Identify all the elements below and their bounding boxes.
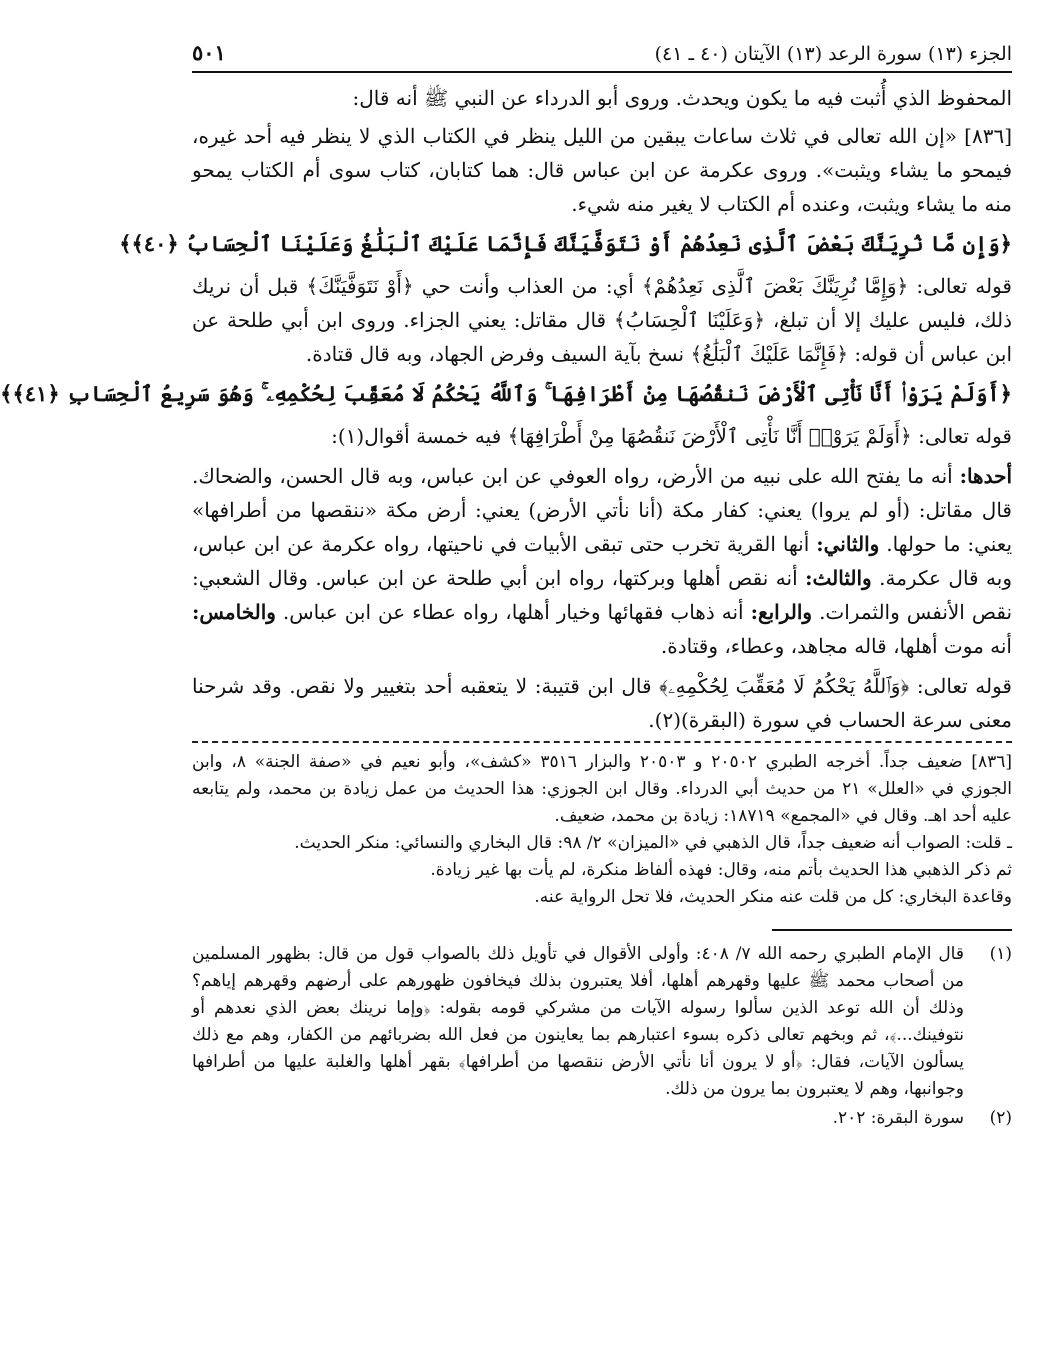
footnote-number: (٢) xyxy=(989,1108,1012,1128)
ayah-40: ﴿وَإِن مَّا نُرِيَنَّكَ بَعْضَ ٱلَّذِى نَعِدُهُمْ أَوْ نَتَوَفَّيَنَّكَ فَإِنَّمَا عَلَيْكَ ٱلْبَلَٰغُ وَعَلَيْنَا ٱلْحِسَابُ ﴿٤٠﴾﴾ xyxy=(119,231,1012,256)
saying-1-text: أنه ما يفتح الله على نبيه من الأرض، رواه العوفي عن ابن عباس، وبه قال الحسن، والضحاك. قال مقاتل: (أو لم يروا) يعني: كفار مكة (أنا نأتي الأرض) يعني: أرض مكة «ننقصها من أطرافها» يعني: ما حولها. xyxy=(192,464,1013,556)
saying-3-text: أنه نقص أهلها وبركتها، رواه ابن أبي طلحة عن ابن عباس. وقال الشعبي: نقص الأنفس والثمرات. xyxy=(192,566,1013,624)
dashed-separator xyxy=(192,741,1012,743)
saying-5-text: أنه موت أهلها، قاله مجاهد، وعطاء، وقتادة. xyxy=(660,634,1012,658)
takhrij-paragraph: وقاعدة البخاري: كل من قلت عنه منكر الحديث، فلا تحل الرواية عنه. xyxy=(534,887,1012,907)
tafsir-40-paragraph: قوله تعالى: ﴿وَإِمَّا نُرِيَنَّكَ بَعْضَ ٱلَّذِى نَعِدُهُمْ﴾ أي: من العذاب وأنت حي ﴿أَوْ نَتَوَفَّيَنَّكَ﴾ قبل أن نريك ذلك، فليس عليك إلا أن تبلغ، ﴿وَعَلَيْنَا ٱلْحِسَابُ﴾ قال مقاتل: يعني الجزاء. وروى ابن أبي طلحة عن ابن عباس أن قوله: ﴿فَإِنَّمَا عَلَيْكَ ٱلْبَلَٰغُ﴾ نسخ بآية السيف وفرض الجهاد، وبه قال قتادة. xyxy=(192,274,1012,366)
takhrij-paragraph: ثم ذكر الذهبي هذا الحديث بأتم منه، وقال: فهذه ألفاظ منكرة، لم يأت بها غير زيادة. xyxy=(430,860,1012,880)
saying-4-label: والرابع: xyxy=(750,600,813,624)
takhrij-section xyxy=(192,749,1012,911)
saying-2-label: والثاني: xyxy=(816,532,880,556)
tafsir-41-end: قوله تعالى: ﴿وَٱللَّهُ يَحْكُمُ لَا مُعَقِّبَ لِحُكْمِهِۦ﴾ قال ابن قتيبة: لا يتعقبه أحد بتغيير ولا نقص. وقد شرحنا معنى سرعة الحساب في سورة (البقرة)(٢). xyxy=(192,674,1012,732)
page-number: ٥٠١ xyxy=(192,40,226,65)
footnote-text xyxy=(192,941,964,1103)
tafsir-41-intro: قوله تعالى: ﴿أَوَلَمْ يَرَوْا۟ أَنَّا نَأْتِى ٱلْأَرْضَ نَنقُصُهَا مِنْ أَطْرَافِهَا﴾ فيه خمسة أقوال(١): xyxy=(331,424,1012,448)
running-title: الجزء (١٣) سورة الرعد (١٣) الآيتان (٤٠ ـ ٤١) xyxy=(654,43,1012,65)
saying-5-label: والخامس: xyxy=(192,600,276,624)
footnote-paragraph: سورة البقرة: ٢٠٢. xyxy=(832,1108,964,1128)
saying-1-label: أحدها: xyxy=(959,464,1013,488)
footnote-paragraph: قال الإمام الطبري رحمه الله ٧/ ٤٠٨: وأولى الأقوال في تأويل ذلك بالصواب قول من قال: بظهور المسلمين من أصحاب محمد ﷺ عليها وقهرهم أهلها، أفلا يعتبرون بذلك فيخافون ظهورهم على أرضهم وقهرهم إياهم؟ وذلك أن الله توعد الذين سألوا رسوله الآيات من مشركي قومه بقوله: ﴿وإما نرينك بعض الذي نعدهم أو نتوفينك...﴾، ثم وبخهم تعالى ذكره بسوء اعتبارهم بما يعاينون من فعل الله بضربائهم من الكفار، وهم مع ذلك يسألون الآيات، فقال: ﴿أو لا يرون أنا نأتي الأرض ننقصها من أطرافها﴾ بقهر أهلها والغلبة عليها من أطرافها وجوانبها، وهم لا يعتبرون بما يرون من ذلك. xyxy=(192,944,964,1099)
book-page xyxy=(0,40,1013,1134)
saying-4-text: أنه ذهاب فقهائها وخيار أهلها، رواه عطاء عن ابن عباس. xyxy=(282,600,744,624)
sayings-paragraph xyxy=(192,459,1012,663)
footnotes xyxy=(192,941,1012,1132)
hadith-paragraph: [٨٣٦] «إن الله تعالى في ثلاث ساعات يبقين من الليل ينظر في الكتاب الذي لا ينظر فيه أحد غيره، فيمحو ما يشاء ويثبت». وروى عكرمة عن ابن عباس قال: هما كتابان، كتاب سوى أم الكتاب يمحو منه ما يشاء ويثبت، وعنده أم الكتاب لا يغير منه شيء. xyxy=(192,124,1012,216)
ayah-41: ﴿أَوَلَمْ يَرَوْا۟ أَنَّا نَأْتِى ٱلْأَرْضَ نَنقُصُهَا مِنْ أَطْرَافِهَا ۚ وَٱللَّهُ يَحْكُمُ لَا مُعَقِّبَ لِحُكْمِهِۦ ۚ وَهُوَ سَرِيعُ ٱلْحِسَابِ ﴿٤١﴾﴾ xyxy=(0,381,1012,406)
page-header xyxy=(192,40,1012,73)
main-text xyxy=(0,81,1013,737)
takhrij-paragraph: [٨٣٦] ضعيف جداً. أخرجه الطبري ٢٠٥٠٢ و ٢٠٥٠٣ والبزار ٣٥١٦ «كشف»، وأبو نعيم في «صفة الجنة» ٨، وابن الجوزي في «العلل» ٢١ من حديث أبي الدرداء. وقال ابن الجوزي: هذا الحديث من عمل زيادة بن محمد، ولم يتابعه عليه أحد اهـ. وقال في «المجمع» ١٨٧١٩: زيادة بن محمد، ضعيف. xyxy=(192,752,1012,826)
takhrij-paragraph: ـ قلت: الصواب أنه ضعيف جداً، قال الذهبي في «الميزان» ٢/ ٩٨: قال البخاري والنسائي: منكر الحديث. xyxy=(294,833,1012,853)
saying-3-label: والثالث: xyxy=(805,566,872,590)
footnote-number: (١) xyxy=(989,944,1012,964)
footnote-rule xyxy=(772,929,1012,931)
saying-2-text: أنها القرية تخرب حتى تبقى الأبيات في ناحيتها، رواه عكرمة عن ابن عباس، وبه قال عكرمة. xyxy=(192,532,1013,590)
footnote-1 xyxy=(192,941,1012,1103)
footnote-text xyxy=(192,1105,964,1132)
footnote-2 xyxy=(192,1105,1012,1132)
intro-paragraph: المحفوظ الذي أُثبت فيه ما يكون ويحدث. وروى أبو الدرداء عن النبي ﷺ أنه قال: xyxy=(352,86,1012,110)
